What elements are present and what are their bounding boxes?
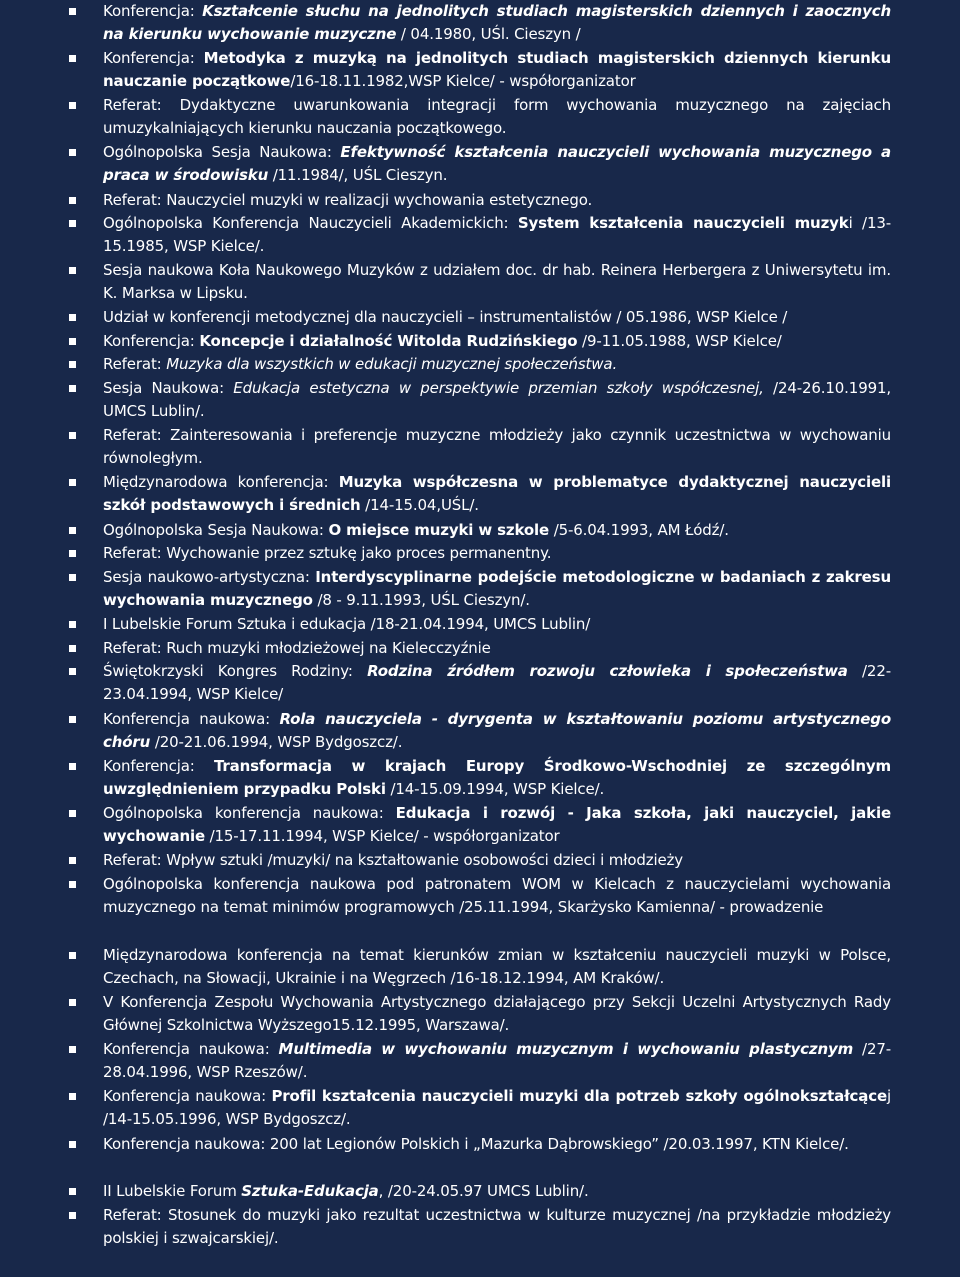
emphasized-title: Muzyka współczesna w problematyce dydaktycznej nauczycieli szkół podstawowych i średnich xyxy=(103,473,891,515)
entry-text: V Konferencja Zespołu Wychowania Artystycznego działającego przy Sekcji Uczelni Artystycznych Rady Głównej Szkolnictwa Wyższego15.12.1995, Warszawa/. xyxy=(103,993,891,1035)
entry-text: /16-18.11.1982,WSP Kielce/ - współorganizator xyxy=(290,72,636,91)
list-item xyxy=(103,873,891,920)
entry-text: I Lubelskie Forum Sztuka i edukacja /18-21.04.1994, UMCS Lublin/ xyxy=(103,615,591,633)
entry-text: Ogólnopolska Sesja Naukowa: xyxy=(103,521,329,539)
entry-text: Sesja Naukowa: xyxy=(103,379,234,397)
square-bullet-icon xyxy=(69,1046,76,1053)
emphasized-title: Transformacja w krajach Europy Środkowo-Wschodniej ze szczególnym uwzględnieniem przypadku Polski xyxy=(103,757,891,799)
list-item xyxy=(103,708,891,755)
list-item xyxy=(103,519,891,542)
entry-text: i /13-15.1985, WSP Kielce/. xyxy=(103,214,891,256)
square-bullet-icon xyxy=(69,550,76,557)
entry-text: Konferencja: xyxy=(103,332,200,350)
entry-text: Konferencja naukowa: xyxy=(103,1040,279,1058)
list-item xyxy=(103,471,891,518)
list-item xyxy=(103,849,891,872)
entry-text: /22-23.04.1994, WSP Kielce/ xyxy=(103,662,891,704)
list-item xyxy=(103,0,891,47)
square-bullet-icon xyxy=(69,479,76,486)
square-bullet-icon xyxy=(69,621,76,628)
entry-text: Konferencja naukowa: xyxy=(103,1087,272,1105)
entry-text: Sesja naukowa Koła Naukowego Muzyków z udziałem doc. dr hab. Reinera Herbergera z Uniwersytetu im. K. Marksa w Lipsku. xyxy=(103,261,891,303)
emphasized-title: Edukacja estetyczna w perspektywie przemian szkoły współczesnej, xyxy=(233,379,764,397)
entry-text: Konferencja naukowa: 200 lat Legionów Polskich i „Mazurka Dąbrowskiego” /20.03.1997, KTN Kielce/. xyxy=(103,1135,849,1153)
list-item xyxy=(103,613,891,636)
emphasized-title: Kształcenie słuchu na jednolitych studiach magisterskich dziennych i zaocznych na kierunku wychowanie muzyczne xyxy=(103,2,891,44)
square-bullet-icon xyxy=(69,314,76,321)
entry-text: Sesja naukowo-artystyczna: xyxy=(103,568,316,586)
emphasized-title: Rola nauczyciela - dyrygenta w kształtowaniu poziomu artystycznego chóru xyxy=(103,710,891,752)
square-bullet-icon xyxy=(69,527,76,534)
entry-text: Referat: xyxy=(103,355,167,373)
square-bullet-icon xyxy=(69,645,76,652)
emphasized-title: Muzyka dla wszystkich w edukacji muzycznej społeczeństwa. xyxy=(166,355,618,373)
list-item xyxy=(103,424,891,471)
list-item xyxy=(103,189,891,212)
entry-text: , /20-24.05.97 UMCS Lublin/. xyxy=(378,1182,589,1200)
list-item xyxy=(103,1038,891,1085)
list-item xyxy=(103,353,891,376)
entry-text: Konferencja: xyxy=(103,757,214,775)
emphasized-title: Rodzina źródłem rozwoju człowieka i społeczeństwa xyxy=(367,662,848,680)
entry-text: Konferencja naukowa: xyxy=(103,710,280,728)
square-bullet-icon xyxy=(69,810,76,817)
list-item xyxy=(103,330,891,353)
square-bullet-icon xyxy=(69,952,76,959)
square-bullet-icon xyxy=(69,432,76,439)
square-bullet-icon xyxy=(69,716,76,723)
entry-text: Ogólnopolska Konferencja Nauczycieli Akademickich: xyxy=(103,214,518,232)
list-item xyxy=(103,141,891,188)
square-bullet-icon xyxy=(69,102,76,109)
square-bullet-icon xyxy=(69,361,76,368)
emphasized-title: Multimedia w wychowaniu muzycznym i wychowaniu plastycznym xyxy=(278,1040,854,1058)
list-item xyxy=(103,637,891,660)
list-item xyxy=(103,566,891,613)
list-item xyxy=(103,306,891,329)
list-item xyxy=(103,94,891,141)
list-item xyxy=(103,47,891,94)
square-bullet-icon xyxy=(69,881,76,888)
entry-text: /27-28.04.1996, WSP Rzeszów/. xyxy=(103,1040,891,1082)
emphasized-title: Metodyka z muzyką na jednolitych studiach magisterskich dziennych kierunku nauczanie początkowe xyxy=(103,49,891,91)
emphasized-title: Interdyscyplinarne podejście metodologiczne w badaniach z zakresu wychowania muzycznego xyxy=(103,568,891,610)
square-bullet-icon xyxy=(69,857,76,864)
entry-text: /15-17.11.1994, WSP Kielce/ - współorganizator xyxy=(204,827,560,846)
list-item xyxy=(103,944,891,991)
entry-text: Referat: Wychowanie przez sztukę jako proces permanentny. xyxy=(103,544,552,562)
entry-text: Udział w konferencji metodycznej dla nauczycieli – instrumentalistów / 05.1986, WSP Kielce / xyxy=(103,308,788,326)
entry-text: /24-26.10.1991, UMCS Lublin/. xyxy=(103,379,891,421)
square-bullet-icon xyxy=(69,1093,76,1100)
entry-text: Międzynarodowa konferencja: xyxy=(103,473,339,491)
entry-text: j /14-15.05.1996, WSP Bydgoszcz/. xyxy=(103,1087,891,1129)
entry-text: Międzynarodowa konferencja na temat kierunków zmian w kształceniu nauczycieli muzyki w Polsce, Czechach, na Słowacji, Ukrainie i na Węgrzech /16-18.12.1994, AM Kraków/. xyxy=(103,946,891,988)
entry-text: II Lubelskie Forum xyxy=(103,1182,242,1200)
square-bullet-icon xyxy=(69,338,76,345)
emphasized-title: System kształcenia nauczycieli muzyk xyxy=(517,214,849,232)
entry-text: /11.1984/, UŚL Cieszyn. xyxy=(268,166,448,185)
square-bullet-icon xyxy=(69,1188,76,1195)
entry-text: Referat: Stosunek do muzyki jako rezultat uczestnictwa w kulturze muzycznej /na przykładzie młodzieży polskiej i szwajcarskiej/. xyxy=(103,1206,891,1248)
list-item xyxy=(103,259,891,306)
square-bullet-icon xyxy=(69,574,76,581)
square-bullet-icon xyxy=(69,55,76,62)
square-bullet-icon xyxy=(69,763,76,770)
square-bullet-icon xyxy=(69,197,76,204)
list-item xyxy=(103,1204,891,1251)
entry-text: Konferencja: xyxy=(103,2,203,20)
entry-text: /5-6.04.1993, AM Łódź/. xyxy=(549,521,729,539)
square-bullet-icon xyxy=(69,267,76,274)
list-item xyxy=(103,1085,891,1132)
square-bullet-icon xyxy=(69,999,76,1006)
entry-text: Konferencja: xyxy=(103,49,204,67)
entry-text: Ogólnopolska konferencja naukowa pod patronatem WOM w Kielcach z nauczycielami wychowania muzycznego na temat minimów programowych /25.11.1994, Skarżysko Kamienna/ - prowadzenie xyxy=(103,875,891,917)
list-item xyxy=(103,991,891,1038)
entry-text: /14-15.04,UŚL/. xyxy=(360,496,479,515)
square-bullet-icon xyxy=(69,385,76,392)
list-item xyxy=(103,1133,891,1156)
entry-text: Referat: Nauczyciel muzyki w realizacji wychowania estetycznego. xyxy=(103,191,593,209)
emphasized-title: Efektywność kształcenia nauczycieli wychowania muzycznego a praca w środowisku xyxy=(103,143,891,185)
entry-text: Referat: Zainteresowania i preferencje muzyczne młodzieży jako czynnik uczestnictwa w wychowaniu równoległym. xyxy=(103,426,891,468)
square-bullet-icon xyxy=(69,149,76,156)
emphasized-title: Sztuka-Edukacja xyxy=(241,1182,379,1200)
list-item xyxy=(103,660,891,707)
square-bullet-icon xyxy=(69,1141,76,1148)
list-item xyxy=(103,377,891,424)
emphasized-title: Edukacja i rozwój - Jaka szkoła, jaki nauczyciel, jakie wychowanie xyxy=(103,804,891,846)
entry-text: Ogólnopolska konferencja naukowa: xyxy=(103,804,396,822)
emphasized-title: Koncepcje i działalność Witolda Rudzińskiego xyxy=(199,332,578,350)
entry-text: Świętokrzyski Kongres Rodziny: xyxy=(103,662,368,680)
entry-text: /8 - 9.11.1993, UŚL Cieszyn/. xyxy=(312,591,530,610)
square-bullet-icon xyxy=(69,1212,76,1219)
square-bullet-icon xyxy=(69,668,76,675)
entry-text: Referat: Ruch muzyki młodzieżowej na Kielecczyźnie xyxy=(103,639,491,657)
entry-text: /14-15.09.1994, WSP Kielce/. xyxy=(385,780,605,799)
list-item xyxy=(103,212,891,259)
entry-text: Referat: Wpływ sztuki /muzyki/ na kształtowanie osobowości dzieci i młodzieży xyxy=(103,851,684,869)
list-item xyxy=(103,755,891,802)
list-item xyxy=(103,542,891,565)
entry-text: /20-21.06.1994, WSP Bydgoszcz/. xyxy=(150,733,403,752)
square-bullet-icon xyxy=(69,220,76,227)
entry-text: Ogólnopolska Sesja Naukowa: xyxy=(103,143,341,161)
list-item xyxy=(103,1180,891,1203)
emphasized-title: O miejsce muzyki w szkole xyxy=(328,521,550,539)
list-item xyxy=(103,802,891,849)
emphasized-title: Profil kształcenia nauczycieli muzyki dla potrzeb szkoły ogólnokształcące xyxy=(271,1087,887,1105)
square-bullet-icon xyxy=(69,8,76,15)
entry-text: Referat: Dydaktyczne uwarunkowania integracji form wychowania muzycznego na zajęciach umuzykalniających kierunku nauczania początkowego. xyxy=(103,96,891,138)
entry-text: / 04.1980, UŚl. Cieszyn / xyxy=(396,25,581,44)
entry-text: /9-11.05.1988, WSP Kielce/ xyxy=(577,332,782,350)
